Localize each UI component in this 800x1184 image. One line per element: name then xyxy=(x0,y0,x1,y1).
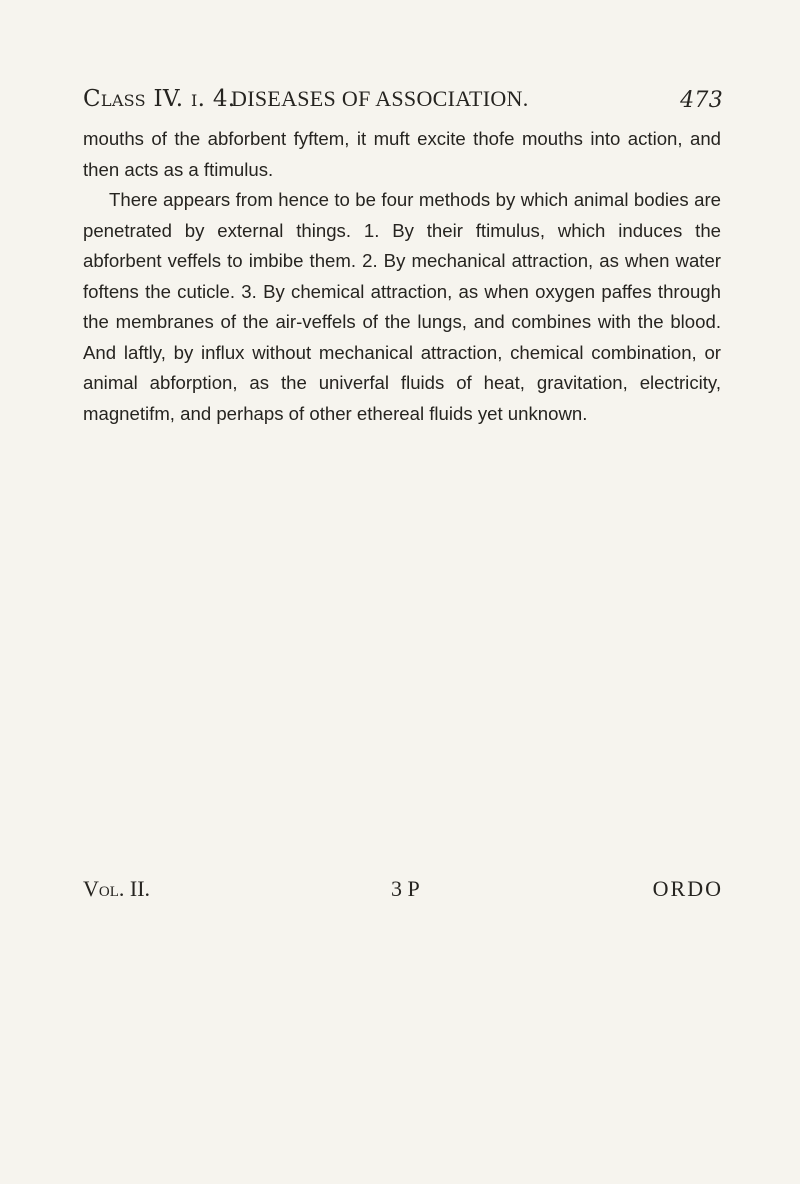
signature-mark: 3 P xyxy=(391,876,420,901)
paragraph-continued: mouths of the abforbent fyftem, it muft excite thofe mouths into action, and then acts as a ftimulus. xyxy=(83,128,721,180)
class-label: Class IV. i. 4. xyxy=(83,86,236,112)
page-footer xyxy=(83,876,723,910)
paragraph-methods: There appears from hence to be four methods by which animal bodies are penetrated by external things. 1. By their ftimulus, which induces the abforbent veffels to imbibe them. 2. By mechanical attraction, as when water foftens the cuticle. 3. By chemical attraction, as when oxygen paffes through the membranes of the air-veffels of the lungs, and combines with the blood. And laftly, by influx without mechanical attraction, chemical combination, or animal abforption, as the univerfal fluids of heat, gravitation, electricity, magnetifm, and perhaps of other ethereal fluids yet unknown. xyxy=(83,189,721,424)
page-number: 473 xyxy=(680,88,723,113)
running-head xyxy=(83,86,723,120)
body-text xyxy=(83,124,721,429)
catchword: ORDO xyxy=(652,876,723,901)
volume-label: Vol. II. xyxy=(83,876,151,901)
chapter-title: DISEASES OF ASSOCIATION. xyxy=(231,86,529,111)
